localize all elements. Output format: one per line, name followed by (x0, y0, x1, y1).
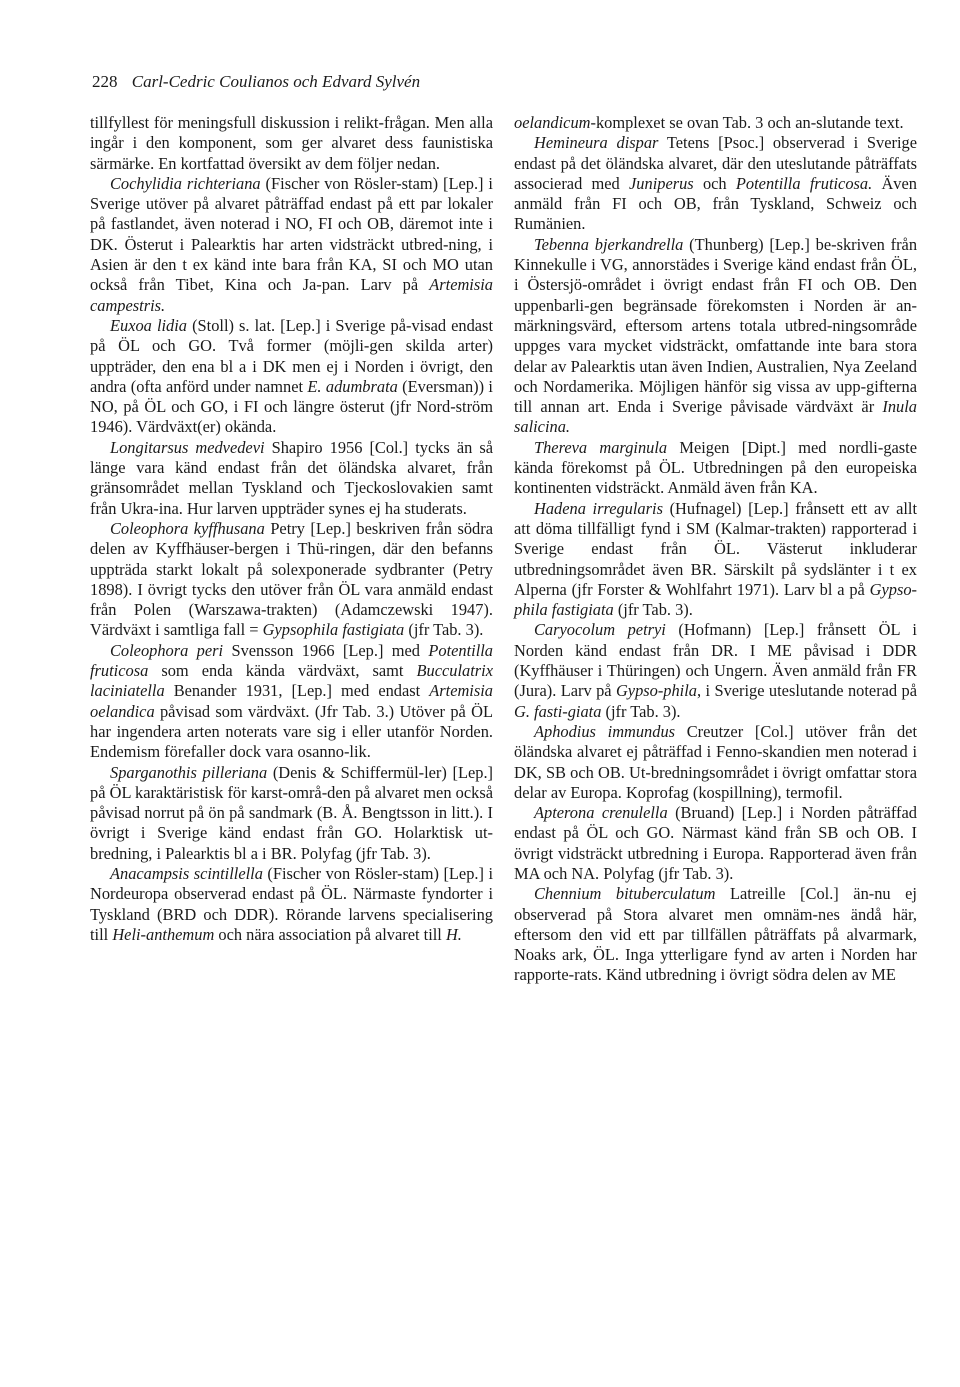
italic-term: Heli-anthemum (112, 924, 215, 944)
italic-term: Coleophora peri (110, 640, 224, 660)
italic-term: Bucculatrix laciniatella (90, 661, 493, 701)
text-run: Benander 1931, [Lep.] med endast (164, 681, 430, 701)
text-run: (jfr Tab. 3). (404, 620, 484, 640)
paragraph (514, 620, 917, 721)
text-run: och nära association på alvaret till (214, 924, 446, 944)
paragraph (514, 722, 917, 803)
text-run: (Fischer von Rösler-stam) [Lep.] i Sverige utöver på alvaret påträffad endast på ett par lokaler på fastlandet, även noterad i NO, FI och OB, däremot inte i DK. Österut i Palearktis har arten vidsträckt utbred-ning, i Asien är den t ex känd inte bara från KA, SI och MO utan också från Tibet, Kina och Ja-pan. Larv på (90, 173, 493, 295)
text-run: (jfr Tab. 3). (613, 600, 693, 620)
paragraph (90, 438, 493, 519)
italic-term: Thereva marginula (534, 437, 668, 457)
text-run: tillfyllest för meningsfull diskussion i relikt-frågan. Men alla ingår i den komponent, som ger alvaret dess faunistiska särmärke. En kortfattad översikt av dem följer nedan. (90, 113, 493, 173)
text-run: Latreille [Col.] än-nu ej observerad på Stora alvaret men omnäm-nes ändå här, eftersom den vid ett par tillfällen påträffats på alvarmark, Noaks ark, ÖL. Inga ytterligare fynd av arten i Norden har rapporte-rats. Känd utbredning i övrigt södra delen av ME (514, 884, 917, 985)
text-run: (Eversman)) i NO, på ÖL och GO, i FI och längre österut (jfr Nord-ström 1946). Värdväxt(er) okända. (90, 376, 493, 437)
text-run: Meigen [Dipt.] med nordli-gaste kända förekomst på ÖL. Utbredningen på den europeiska kontinenten vidsträckt. Anmäld även från KA. (514, 437, 918, 498)
paragraph (90, 519, 493, 641)
text-run: Shapiro 1956 [Col.] tycks än så länge vara känd endast från det öländska alvaret, från gränsområdet mellan Tyskland och Tjeckoslovakien samt från Ukra-ina. Hur larven uppträder synes ej ha studerats. (90, 437, 493, 518)
paragraph (90, 864, 493, 945)
paragraph (90, 113, 493, 174)
italic-term: Gypso-phila (615, 681, 697, 701)
right-column (514, 113, 917, 986)
italic-term: Juniperus (629, 173, 694, 193)
text-run: , i Sverige uteslutande noterad på (697, 681, 917, 701)
italic-term: Cochylidia richteriana (110, 173, 261, 193)
italic-term: Tebenna bjerkandrella (534, 234, 684, 254)
italic-term: Chennium bituberculatum (534, 884, 716, 904)
text-run: Petry [Lep.] beskriven från södra delen av Kyffhäuser-bergen i Thü-ringen, där den befanns uppträda starkt lokalt på solexponerade sydbranter (Petry 1898). I övrigt tycks den utöver från ÖL vara anmäld endast från Polen (Warszawa-trakten) (Adamczewski 1947). Värdväxt i samtliga fall = (90, 518, 493, 640)
text-run: Även anmäld från FI och OB, från Tyskland, Schweiz och Rumänien. (514, 173, 917, 234)
italic-term: oelandicum (514, 113, 591, 132)
running-header-authors: Carl-Cedric Coulianos och Edvard Sylvén (131, 72, 421, 91)
text-run: Tetens [Psoc.] observerad i Sverige endast på det öländska alvaret, där den uteslutande påträffats associerad med (514, 133, 917, 193)
text-run: (Fischer von Rösler-stam) [Lep.] i Nordeuropa observerad endast på ÖL. Närmaste fyndorter i Tyskland (BRD och DDR). Rörande larvens specialisering till (90, 863, 493, 944)
italic-term: Gypsophila fastigiata (262, 620, 405, 640)
text-run: (Stoll) s. lat. [Lep.] i Sverige på-visad endast på ÖL och GO. Två former (möjli-gen skilda arter) uppträder, den ena bl a i DK men ej i Norden i övrigt, den andra (ofta anförd under namnet (90, 315, 493, 396)
paragraph (90, 641, 493, 763)
italic-term: Longitarsus medvedevi (110, 437, 265, 457)
paragraph (514, 803, 917, 884)
italic-term: H. (445, 924, 462, 944)
italic-term: Inula salicina. (514, 397, 917, 437)
italic-term: E. adumbrata (307, 376, 398, 396)
text-run: -komplexet se ovan Tab. 3 och an-slutande text. (590, 113, 904, 132)
paragraph (514, 438, 917, 499)
italic-term: Potentilla fruticosa (90, 640, 494, 681)
text-run: Creutzer [Col.] utöver från det öländska alvaret ej påträffad i Fenno-skandien men noterad i DK, SB och OB. Ut-bredningsområdet i övrigt omfattar stora delar av Europa. Koprofag (kospillning), termofil. (514, 721, 918, 802)
text-run: påvisad som värdväxt. (Jfr Tab. 3.) Utöver på ÖL har ingendera arten noterats vare sig i eller utanför Norden. Endemism förefaller dock vara osanno-lik. (90, 701, 493, 762)
text-run: (Thunberg) [Lep.] be-skriven från Kinnekulle i VG, annorstädes i Sverige känd endast från ÖL, i Östersjö-området i övrigt endast från FI och OB. Den uppenbarli-gen begränsade förekomsten i Norden är an-märkningsvärd, eftersom artens totala utbred-ningsområde uppges vara mycket vidsträckt, omfattande inte bara stora delar av Palearktis utan även Indien, Australien, Nya Zeeland och Nordamerika. Möjligen hänför sig vissa av upp-gifterna till annan art. Enda i Sverige påvisade värdväxt är (514, 234, 918, 417)
italic-term: Hadena irregularis (534, 498, 663, 518)
text-run: (Hufnagel) [Lep.] frånsett ett av allt att döma tillfälligt fynd i SM (Kalmar-trakten) rapporterad i Sverige endast från ÖL. Västerut inkluderar utbredningsområdet även BR. Särskilt på sydslänter i t ex Alperna (jfr Forster & Wohlfahrt 1971). Larv bl a på (514, 498, 918, 599)
paragraph (514, 113, 917, 133)
italic-term: Euxoa lidia (110, 315, 188, 335)
italic-term: Anacampsis scintillella (110, 863, 263, 883)
left-column (90, 113, 493, 945)
paragraph (514, 499, 917, 621)
text-run: som enda kända värdväxt, samt (148, 661, 417, 681)
paragraph (90, 763, 493, 864)
paragraph (90, 316, 493, 438)
italic-term: Apterona crenulella (534, 803, 668, 823)
text-run: (Hofmann) [Lep.] frånsett ÖL i Norden känd endast från DR. I ME påvisad i DDR (Kyffhäuser i Thüringen) och Ungern. Även anmäld från FR (Jura). Larv på (514, 620, 917, 701)
paragraph (514, 133, 917, 234)
italic-term: Coleophora kyffhusana (110, 518, 265, 538)
italic-term: Aphodius immundus (534, 721, 676, 741)
italic-term: Caryocolum petryi (534, 620, 666, 640)
page-number: 228 (92, 72, 118, 91)
italic-term: Artemisia oelandica (90, 681, 493, 721)
italic-term: G. fasti-giata (514, 701, 602, 721)
italic-term: Sparganothis pilleriana (110, 762, 268, 782)
italic-term: Hemineura dispar (534, 133, 659, 153)
paragraph (90, 174, 493, 316)
italic-term: Artemisia campestris. (90, 275, 493, 315)
text-run: (Denis & Schiffermül-ler) [Lep.] på ÖL karaktäristisk för karst-områ-den på alvaret men också påvisad norrut på ön på sandmark (B. Å. Bengtsson in litt.). I övrigt i Sverige känd endast från GO. Holarktisk ut-bredning, i Palearktis bl a i BR. Polyfag (jfr Tab. 3). (90, 762, 493, 863)
text-run: och (693, 173, 736, 193)
paragraph (514, 235, 917, 438)
text-run: (Bruand) [Lep.] i Norden påträffad endast på ÖL och GO. Närmast känd från SB och OB. I övrigt vidsträckt utbredning i Europa. Rapporterad även från MA och NA. Polyfag (jfr Tab. 3). (514, 803, 917, 883)
text-run: (jfr Tab. 3). (601, 701, 681, 721)
text-run: Svensson 1966 [Lep.] med (223, 640, 429, 660)
italic-term: Potentilla fruticosa. (735, 173, 873, 193)
italic-term: Gypso-phila fastigiata (514, 579, 917, 620)
paragraph (514, 884, 917, 985)
running-header (92, 72, 420, 92)
